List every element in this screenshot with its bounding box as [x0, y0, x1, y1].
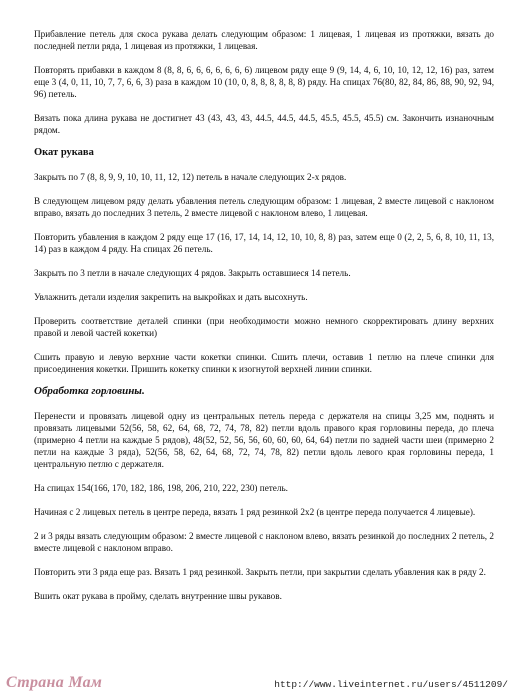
document-body — [34, 28, 494, 602]
footer — [0, 674, 516, 696]
paragraph-repeat-decreases: Повторить убавления в каждом 2 ряду еще 17 (16, 17, 14, 14, 12, 10, 10, 8, 8) раз, затем еще 0 (2, 2, 5, 6, 8, 10, 11, 13, 14) раз в каждом 4 ряду. На спицах 26 петель. — [34, 232, 494, 254]
paragraph-rows-2-3: 2 и 3 ряды вязать следующим образом: 2 вместе лицевой с наклоном влево, вязать резинкой до последних 2 петель, 2 вместе лицевой с наклоном вправо. — [34, 531, 494, 553]
paragraph-seaming: Сшить правую и левую верхние части кокетки спинки. Сшить плечи, оставив 1 петлю на плече спинки для присоединения кокетки. Пришить кокетку спинки к изогнутой верхней линии спинки. — [34, 352, 494, 374]
paragraph-bind-off-3: Закрыть по 3 петли в начале следующих 4 рядов. Закрыть оставшиеся 14 петель. — [34, 268, 351, 278]
paragraph-blocking: Увлажнить детали изделия закрепить на выкройках и дать высохнуть. — [34, 292, 308, 302]
paragraph-decreases: В следующем лицевом ряду делать убавления петель следующим образом: 1 лицевая, 2 вместе лицевой с наклоном вправо, вязать до последних 3 петель, 2 вместе лицевой с наклоном влево, 1 лицевая. — [34, 196, 494, 218]
paragraph-check-back: Проверить соответствие деталей спинки (при необходимости можно немного скорректировать длину верхних правой и левой частей кокетки) — [34, 316, 494, 338]
paragraph-bind-off-7: Закрыть по 7 (8, 8, 9, 9, 10, 10, 11, 12, 12) петель в начале следующих 2-х рядов. — [34, 172, 347, 182]
paragraph-pick-up: Перенести и провязать лицевой одну из центральных петель переда с держателя на спицы 3,25 мм, поднять и провязать лицевыми 52(56, 58, 62, 64, 68, 72, 74, 78, 82) петли вдоль правого края горловины переда, до плеча (примерно 4 петли на каждые 5 рядов), 48(52, 52, 56, 56, 60, 60, 60, 64, 64) петли по задней части шеи (примерно 2 петли на каждые 3 ряда), 52(56, 58, 62, 64, 68, 72, 74, 78, 82) петли вдоль левого края горловины переда, 1 центральную петлю с держателя. — [34, 411, 494, 469]
source-url[interactable]: http://www.liveinternet.ru/users/4511209/ — [274, 679, 508, 690]
paragraph-rib-row: Начиная с 2 лицевых петель в центре переда, вязать 1 ряд резинкой 2х2 (в центре переда получается 4 лицевые). — [34, 507, 476, 517]
paragraph-sew-sleeve: Вшить окат рукава в пройму, сделать внутренние швы рукавов. — [34, 591, 282, 601]
paragraph-sleeve-increase: Прибавление петель для скоса рукава делать следующим образом: 1 лицевая, 1 лицевая из протяжки, вязать до последней петли ряда, 1 лицевая из протяжки, 1 лицевая. — [34, 29, 494, 51]
paragraph-sleeve-length: Вязать пока длина рукава не достигнет 43 (43, 43, 43, 44.5, 44.5, 44.5, 45.5, 45.5, 45.5) см. Закончить изнаночным рядом. — [34, 113, 494, 135]
paragraph-repeat-increases: Повторять прибавки в каждом 8 (8, 8, 6, 6, 6, 6, 6, 6, 6) лицевом ряду еще 9 (9, 14, 4, 6, 10, 10, 12, 12, 16) раз, затем еще 3 (4, 0, 11, 10, 7, 7, 6, 6, 3) раза в каждом 10 (10, 0, 8, 8, 8, 8, 8, 8) ряду. На спицах 76(80, 82, 84, 86, 88, 90, 92, 94, 96) петель. — [34, 65, 494, 99]
heading-sleeve-cap: Окат рукава — [34, 147, 94, 158]
watermark-logo: Страна Мам — [6, 674, 103, 691]
paragraph-repeat-rows: Повторить эти 3 ряда еще раз. Вязать 1 ряд резинкой. Закрыть петли, при закрытии сделать убавления как в ряду 2. — [34, 567, 486, 577]
heading-neckline: Обработка горловины. — [34, 385, 145, 397]
paragraph-stitch-count: На спицах 154(166, 170, 182, 186, 198, 206, 210, 222, 230) петель. — [34, 483, 288, 493]
